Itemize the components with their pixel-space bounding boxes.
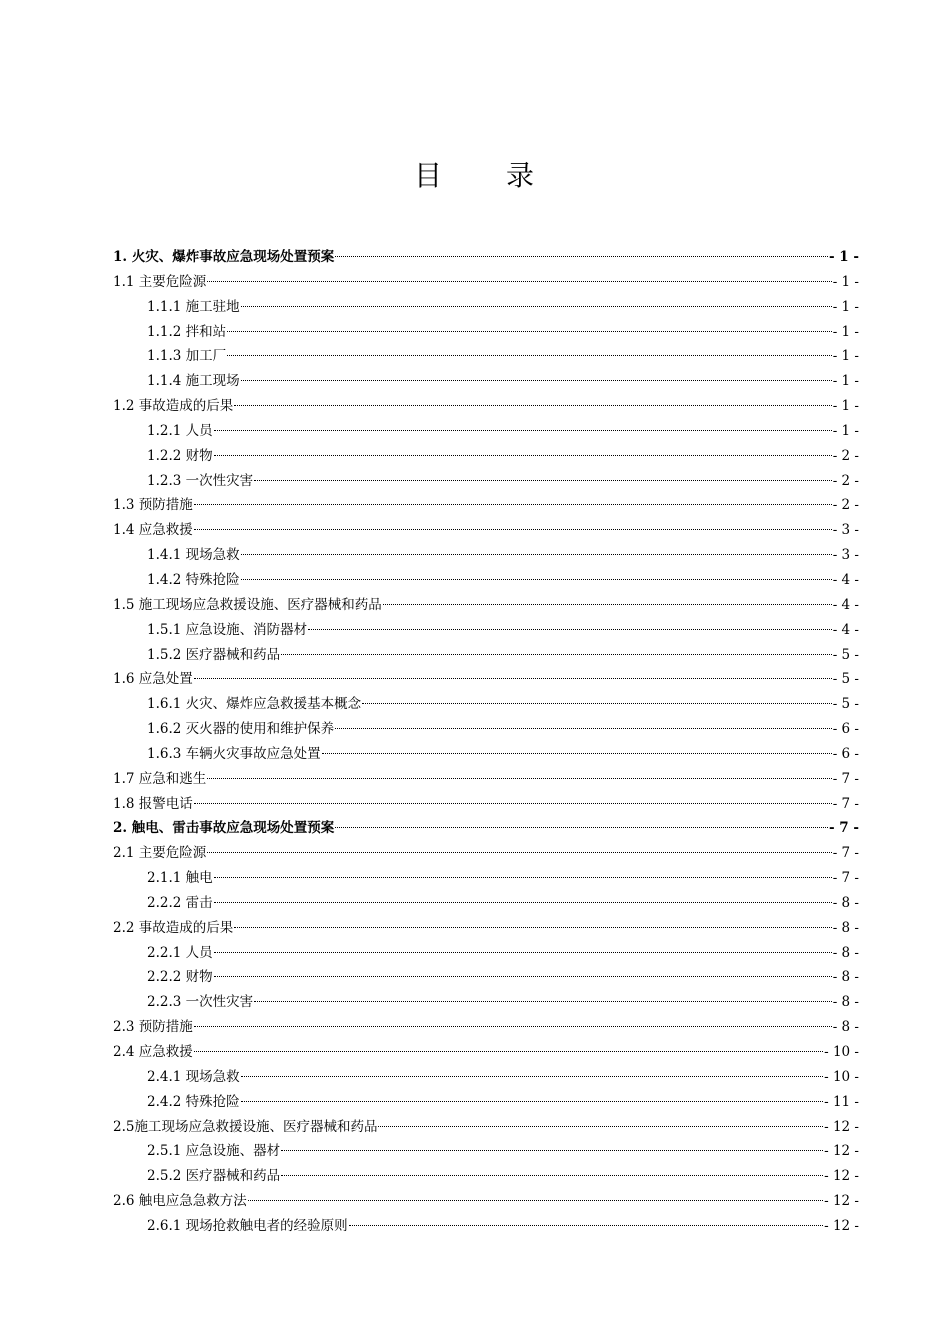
toc-entry-page-number: - 1 -	[832, 348, 859, 365]
toc-entry[interactable]	[113, 1090, 859, 1115]
toc-leader-dots	[362, 703, 832, 704]
toc-entry-label: 1.1.2 拌和站	[147, 323, 227, 340]
toc-entry-page-number: - 2 -	[832, 472, 859, 489]
toc-leader-dots	[281, 1175, 823, 1176]
toc-entry-page-number: - 1 -	[832, 398, 859, 415]
toc-entry[interactable]	[113, 593, 859, 618]
toc-leader-dots	[194, 504, 832, 505]
toc-entry-label: 2.6 触电应急急救方法	[113, 1193, 247, 1210]
toc-entry[interactable]	[113, 1015, 859, 1040]
toc-leader-dots	[254, 1001, 832, 1002]
toc-leader-dots	[308, 629, 832, 630]
toc-entry-page-number: - 8 -	[832, 894, 859, 911]
toc-entry[interactable]	[113, 344, 859, 369]
toc-leader-dots	[254, 480, 832, 481]
toc-leader-dots	[335, 256, 828, 257]
toc-entry-label: 2.1.1 触电	[147, 870, 213, 887]
toc-entry[interactable]	[113, 270, 859, 295]
toc-entry-page-number: - 5 -	[832, 671, 859, 688]
toc-entry-label: 1.2.2 财物	[147, 447, 213, 464]
toc-leader-dots	[214, 455, 832, 456]
toc-leader-dots	[234, 405, 831, 406]
toc-entry[interactable]	[113, 320, 859, 345]
toc-entry[interactable]	[113, 767, 859, 792]
toc-entry-page-number: - 8 -	[832, 944, 859, 961]
toc-leader-dots	[248, 1200, 823, 1201]
toc-entry-page-number: - 12 -	[824, 1193, 859, 1210]
toc-entry[interactable]	[113, 1139, 859, 1164]
toc-entry-label: 1.1.3 加工厂	[147, 348, 227, 365]
toc-entry[interactable]	[113, 1065, 859, 1090]
toc-leader-dots	[241, 380, 832, 381]
toc-entry-label: 2.2.2 雷击	[147, 894, 213, 911]
toc-entry-page-number: - 10 -	[824, 1068, 859, 1085]
toc-entry[interactable]	[113, 742, 859, 767]
toc-entry-label: 1.3 预防措施	[113, 497, 193, 514]
toc-entry[interactable]	[113, 419, 859, 444]
toc-entry-page-number: - 3 -	[832, 547, 859, 564]
toc-leader-dots	[214, 976, 832, 977]
toc-leader-dots	[322, 753, 832, 754]
toc-entry-page-number: - 2 -	[832, 447, 859, 464]
toc-entry[interactable]	[113, 493, 859, 518]
toc-entry[interactable]	[113, 1115, 859, 1140]
toc-entry-label: 1.6.1 火灾、爆炸应急救援基本概念	[147, 696, 362, 713]
toc-entry-page-number: - 10 -	[824, 1044, 859, 1060]
toc-entry-label: 2.4.2 特殊抢险	[147, 1093, 240, 1110]
toc-entry-label: 2.2.3 一次性灾害	[147, 994, 254, 1011]
toc-entry[interactable]	[113, 369, 859, 394]
toc-entry-page-number: - 12 -	[824, 1118, 859, 1135]
toc-entry-page-number: - 8 -	[832, 919, 859, 936]
toc-leader-dots	[241, 1076, 823, 1077]
toc-leader-dots	[335, 827, 828, 828]
toc-entry-label: 1.1.4 施工现场	[147, 373, 240, 390]
toc-entry[interactable]	[113, 245, 859, 270]
toc-leader-dots	[281, 654, 832, 655]
toc-entry[interactable]	[113, 941, 859, 966]
toc-entry-label: 2.2.2 财物	[147, 969, 213, 986]
toc-entry[interactable]	[113, 792, 859, 817]
toc-entry-page-number: - 1 -	[829, 249, 859, 265]
toc-leader-dots	[241, 1101, 823, 1102]
toc-entry-page-number: - 8 -	[832, 994, 859, 1011]
title-char-2: 录	[506, 159, 537, 192]
toc-entry-label: 1.6.3 车辆火灾事故应急处置	[147, 745, 321, 762]
toc-entry-label: 2.2.1 人员	[147, 944, 213, 961]
toc-entry[interactable]	[113, 891, 859, 916]
toc-entry-page-number: - 11 -	[824, 1093, 859, 1110]
toc-entry-label: 2.4.1 现场急救	[147, 1068, 240, 1085]
toc-leader-dots	[227, 355, 832, 356]
toc-leader-dots	[349, 1225, 823, 1226]
toc-entry-page-number: - 6 -	[832, 745, 859, 762]
toc-entry-label: 1. 火灾、爆炸事故应急现场处置预案	[113, 249, 335, 265]
toc-entry[interactable]	[113, 841, 859, 866]
toc-entry[interactable]	[113, 518, 859, 543]
toc-entry-label: 2.5施工现场应急救援设施、医疗器械和药品	[113, 1118, 378, 1135]
toc-leader-dots	[194, 529, 832, 530]
toc-entry[interactable]	[113, 543, 859, 568]
toc-entry-label: 1.2.3 一次性灾害	[147, 472, 254, 489]
toc-entry[interactable]	[113, 1189, 859, 1214]
toc-entry-page-number: - 1 -	[832, 273, 859, 290]
toc-entry-page-number: - 3 -	[832, 522, 859, 539]
toc-entry[interactable]	[113, 816, 859, 841]
toc-entry-label: 2.4 应急救援	[113, 1044, 193, 1060]
toc-entry[interactable]	[113, 469, 859, 494]
toc-leader-dots	[234, 927, 831, 928]
toc-entry-page-number: - 8 -	[832, 1019, 859, 1036]
page-title	[0, 154, 950, 194]
toc-leader-dots	[241, 306, 832, 307]
toc-entry[interactable]	[113, 1040, 859, 1065]
toc-entry-page-number: - 12 -	[824, 1217, 859, 1234]
toc-leader-dots	[194, 1051, 823, 1052]
toc-entry-label: 1.5 施工现场应急救援设施、医疗器械和药品	[113, 596, 382, 613]
toc-entry-page-number: - 6 -	[832, 721, 859, 738]
toc-leader-dots	[241, 554, 832, 555]
toc-entry-label: 1.6.2 灭火器的使用和维护保养	[147, 721, 335, 738]
title-char-1: 目	[413, 159, 444, 192]
toc-entry[interactable]	[113, 394, 859, 419]
toc-entry-label: 1.2 事故造成的后果	[113, 398, 234, 415]
toc-entry-page-number: - 5 -	[832, 646, 859, 663]
toc-entry[interactable]	[113, 643, 859, 668]
toc-entry-label: 1.4.1 现场急救	[147, 547, 240, 564]
toc-entry[interactable]	[113, 916, 859, 941]
toc-entry-label: 1.5.1 应急设施、消防器材	[147, 621, 308, 638]
toc-entry-page-number: - 1 -	[832, 298, 859, 315]
toc-entry-page-number: - 5 -	[832, 696, 859, 713]
toc-entry-label: 2. 触电、雷击事故应急现场处置预案	[113, 820, 335, 837]
toc-entry-page-number: - 7 -	[832, 795, 859, 812]
toc-entry-page-number: - 1 -	[832, 373, 859, 390]
toc-entry-page-number: - 2 -	[832, 497, 859, 514]
toc-entry[interactable]	[113, 295, 859, 320]
toc-leader-dots	[335, 728, 832, 729]
toc-entry-label: 1.8 报警电话	[113, 795, 193, 812]
toc-leader-dots	[194, 803, 832, 804]
toc-entry[interactable]	[113, 990, 859, 1015]
toc-entry-label: 1.4 应急救援	[113, 522, 193, 539]
toc-leader-dots	[214, 877, 832, 878]
toc-leader-dots	[383, 604, 832, 605]
toc-entry-page-number: - 7 -	[832, 770, 859, 787]
toc-entry-page-number: - 1 -	[832, 422, 859, 439]
toc-entry-page-number: - 12 -	[824, 1143, 859, 1160]
toc-entry[interactable]	[113, 1164, 859, 1189]
toc-entry[interactable]	[113, 568, 859, 593]
toc-leader-dots	[207, 852, 831, 853]
toc-entry-page-number: - 4 -	[832, 621, 859, 638]
toc-entry-label: 2.2 事故造成的后果	[113, 919, 234, 936]
toc-entry[interactable]	[113, 866, 859, 891]
toc-entry-label: 1.5.2 医疗器械和药品	[147, 646, 281, 663]
toc-leader-dots	[281, 1150, 823, 1151]
toc-entry-page-number: - 7 -	[832, 870, 859, 887]
toc-entry[interactable]	[113, 618, 859, 643]
toc-entry[interactable]	[113, 444, 859, 469]
toc-entry-page-number: - 7 -	[829, 820, 859, 837]
toc-entry-page-number: - 8 -	[832, 969, 859, 986]
toc-entry-label: 1.1.1 施工驻地	[147, 298, 240, 315]
toc-entry-label: 1.7 应急和逃生	[113, 770, 207, 787]
toc-entry-page-number: - 1 -	[832, 323, 859, 340]
toc-entry-label: 1.4.2 特殊抢险	[147, 571, 240, 588]
toc-entry[interactable]	[113, 1214, 859, 1239]
toc-leader-dots	[207, 281, 831, 282]
toc-entry[interactable]	[113, 692, 859, 717]
toc-leader-dots	[214, 430, 832, 431]
toc-entry-label: 1.2.1 人员	[147, 422, 213, 439]
toc-entry-label: 1.6 应急处置	[113, 671, 193, 688]
toc-leader-dots	[194, 678, 832, 679]
toc-entry[interactable]	[113, 965, 859, 990]
toc-leader-dots	[227, 331, 832, 332]
toc-entry-page-number: - 4 -	[832, 596, 859, 613]
toc-entry[interactable]	[113, 717, 859, 742]
toc-entry-label: 2.6.1 现场抢救触电者的经验原则	[147, 1217, 348, 1234]
toc-entry-label: 2.5.1 应急设施、器材	[147, 1143, 281, 1160]
toc-entry-label: 2.1 主要危险源	[113, 845, 207, 862]
toc-leader-dots	[207, 778, 831, 779]
toc-leader-dots	[241, 579, 832, 580]
toc-leader-dots	[214, 902, 832, 903]
toc-leader-dots	[214, 952, 832, 953]
toc-entry-label: 2.3 预防措施	[113, 1019, 193, 1036]
toc-entry-label: 2.5.2 医疗器械和药品	[147, 1168, 281, 1185]
toc-entry[interactable]	[113, 667, 859, 692]
toc-leader-dots	[194, 1026, 832, 1027]
toc-entry-label: 1.1 主要危险源	[113, 273, 207, 290]
table-of-contents	[113, 245, 859, 1239]
toc-leader-dots	[378, 1126, 823, 1127]
toc-entry-page-number: - 4 -	[832, 571, 859, 588]
toc-entry-page-number: - 7 -	[832, 845, 859, 862]
toc-entry-page-number: - 12 -	[824, 1168, 859, 1185]
